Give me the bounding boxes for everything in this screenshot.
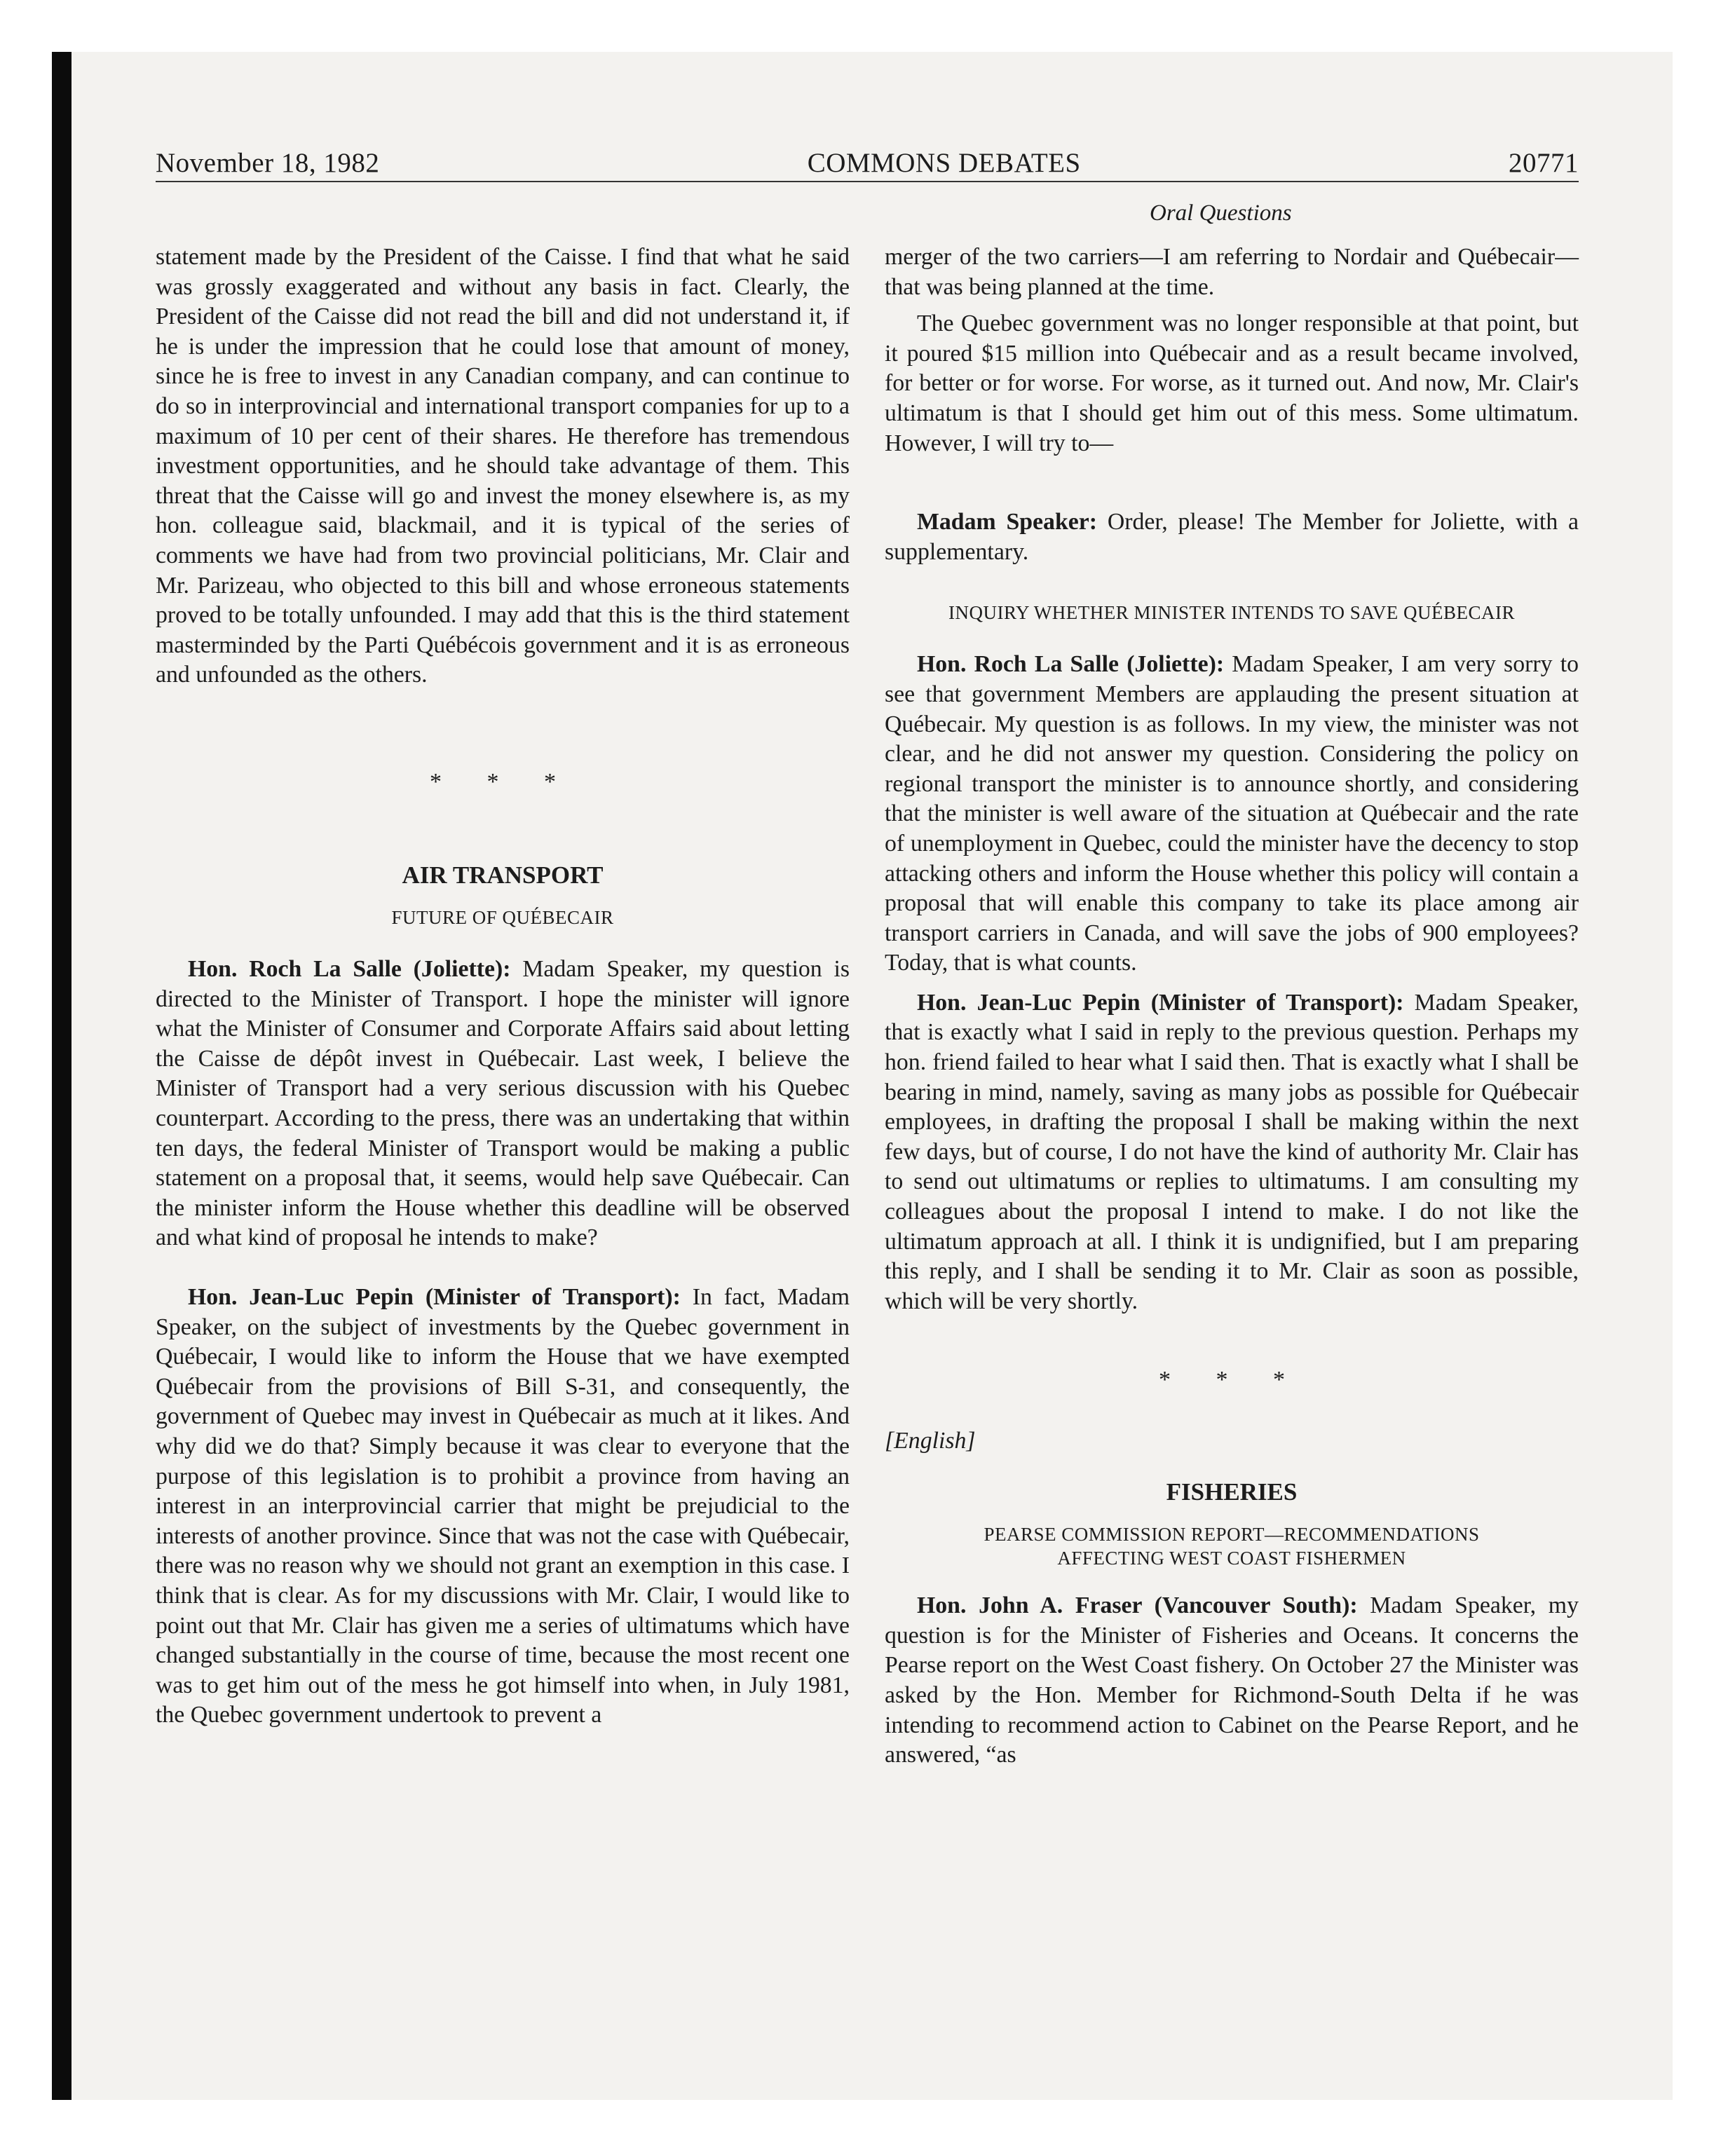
section-separator: * * *: [1159, 1367, 1305, 1393]
header-page-number: 20771: [1509, 148, 1579, 178]
right-column: [885, 243, 1579, 1770]
subtopic-line: AFFECTING WEST COAST FISHERMEN: [1057, 1548, 1406, 1569]
language-marker: [English]: [885, 1428, 976, 1454]
speech-text: Order, please! The Member for Joliette, with a supplementary.: [885, 509, 1579, 565]
speaker-name: Hon. John A. Fraser (Vancouver South):: [917, 1592, 1358, 1619]
header-publication: COMMONS DEBATES: [807, 148, 1081, 178]
paragraph: [885, 507, 1579, 567]
topic-heading: AIR TRANSPORT: [402, 861, 604, 889]
speech-text: Madam Speaker, my question is directed to the Minister of Transport. I hope the minister will ignore what the Minister of Consumer and Corporate Affairs said about letting the Caisse de dépôt invest in Québecair. Last week, I believe the Minister of Transport had a very serious discussion with his Quebec counterpart. According to the press, there was an undertaking that within ten days, the federal Minister of Transport would be making a public statement on a proposal that, it seems, would help save Québecair. Can the minister inform the House whether this deadline will be observed and what kind of proposal he intends to make?: [156, 956, 850, 1251]
subtopic-line: PEARSE COMMISSION REPORT—RECOMMENDATIONS: [984, 1524, 1480, 1546]
header-rule: [156, 181, 1579, 182]
speech-text: In fact, Madam Speaker, on the subject of investments by the Quebec government in Québecair, I would like to inform the House that we have exempted Québecair from the provisions of Bill S-31, and consequently, the government of Quebec may invest in Québecair as much at it likes. And why did we do that? Simply because it was clear to everyone that the purpose of this legislation is to prohibit a province from having an interest in an interprovincial carrier that might be prejudicial to the interests of another province. Since that was not the case with Québecair, there was no reason why we should not grant an exemption in this case. I think that is clear. As for my discussions with Mr. Clair, I would like to point out that Mr. Clair has given me a series of ultimatums which have changed substantially in the course of time, because the most recent one was to get him out of the mess he got himself into when, in July 1981, the Quebec government undertook to prevent a: [156, 1284, 850, 1728]
speech-text: Madam Speaker, that is exactly what I said in reply to the previous question. Perhaps my hon. friend failed to hear what I said then. That is exactly what I shall be bearing in mind, namely, saving as many jobs as possible for Québecair employees, in drafting the proposal I shall be making within the next few days, but of course, I do not have the kind of authority Mr. Clair has to send out ultimatums or replies to ultimatums. I am consulting my colleagues about the proposal I intend to make. I do not like the ultimatum approach at all. I think it is undignified, but I am preparing this reply, and I shall be sending it to Mr. Clair as soon as possible, which will be very shortly.: [885, 989, 1579, 1314]
paragraph: [885, 988, 1579, 1317]
speaker-name: Hon. Roch La Salle (Joliette):: [188, 956, 511, 983]
speaker-name: Hon. Jean-Luc Pepin (Minister of Transport):: [188, 1284, 681, 1311]
paragraph: statement made by the President of the Caisse. I find that what he said was grossly exaggerated and without any basis in fact. Clearly, the President of the Caisse did not read the bill and did not understand it, if he is under the impression that he could lose that amount of money, since he is free to invest in any Canadian company, and can continue to do so in interprovincial and international transport companies for up to a maximum of 10 per cent of their shares. He therefore has tremendous investment opportunities, and he should take advantage of them. This threat that the Caisse will go and invest the money elsewhere is, as my hon. colleague said, blackmail, and it is typical of the series of comments we have had from two provincial politicians, Mr. Clair and Mr. Parizeau, who objected to this bill and whose erroneous statements proved to be totally unfounded. I may add that this is the third statement masterminded by the Parti Québécois government and it is as erroneous and unfounded as the others.: [156, 244, 850, 688]
section-separator: * * *: [430, 768, 576, 795]
running-header: [156, 147, 1579, 179]
paragraph: [885, 1591, 1579, 1770]
speaker-name: Hon. Roch La Salle (Joliette):: [917, 651, 1225, 678]
paragraph: [885, 650, 1579, 978]
paragraph: The Quebec government was no longer responsible at that point, but it poured $15 million into Québecair and as a result became involved, for better or for worse. For worse, as it turned out. And now, Mr. Clair's ultimatum is that I should get him out of this mess. Some ultimatum. However, I will try to—: [885, 311, 1579, 456]
subtopic-heading: FUTURE OF QUÉBECAIR: [391, 907, 614, 929]
subtopic-heading: INQUIRY WHETHER MINISTER INTENDS TO SAVE QUÉBECAIR: [948, 602, 1515, 624]
topic-heading: FISHERIES: [1166, 1478, 1298, 1506]
section-label: Oral Questions: [1150, 200, 1292, 226]
speaker-name: Madam Speaker:: [917, 509, 1097, 535]
paragraph: [156, 955, 850, 1253]
subtopic-heading: [885, 1522, 1579, 1570]
left-column: [156, 243, 850, 1731]
speaker-name: Hon. Jean-Luc Pepin (Minister of Transport):: [917, 989, 1404, 1016]
speech-text: Madam Speaker, my question is for the Minister of Fisheries and Oceans. It concerns the Pearse report on the West Coast fishery. On October 27 the Minister was asked by the Hon. Member for Richmond-South Delta if he was intending to recommend action to Cabinet on the Pearse Report, and he answered, “as: [885, 1592, 1579, 1768]
header-date: November 18, 1982: [156, 148, 380, 178]
paragraph: merger of the two carriers—I am referring to Nordair and Québecair—that was being planned at the time.: [885, 244, 1579, 300]
paragraph: [156, 1283, 850, 1731]
speech-text: Madam Speaker, I am very sorry to see that government Members are applauding the present situation at Québecair. My question is as follows. In my view, the minister was not clear, and he did not answer my question. Considering the policy on regional transport the minister is to announce shortly, and considering that the minister is well aware of the situation at Québecair and the rate of unemployment in Quebec, could the minister have the decency to stop attacking others and inform the House whether this policy will contain a proposal that will enable this company to take its place among air transport carriers in Canada, and will save the jobs of 900 employees? Today, that is what counts.: [885, 651, 1579, 976]
